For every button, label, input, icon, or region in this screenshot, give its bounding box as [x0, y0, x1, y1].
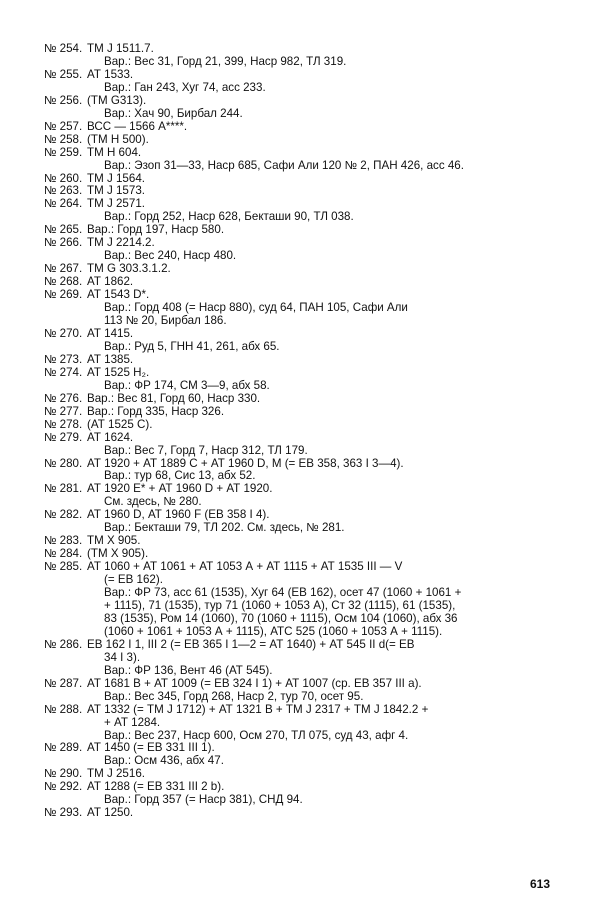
page-number: 613	[530, 877, 551, 891]
entry-continuation-line: Вар.: Осм 436, абх 47.	[104, 754, 224, 768]
entry-first-line	[44, 807, 569, 820]
entry-number: № 274.	[44, 365, 83, 379]
entry-continuation-line: + 1115), 71 (1535), тур 71 (1060 + 1053 А), Ст 32 (1115), 61 (1535),	[104, 598, 456, 612]
entry-first-line	[44, 432, 569, 445]
entry-number: № 259.	[44, 145, 83, 159]
entry-reference: (ТМ Х 905).	[87, 547, 149, 561]
index-entry	[44, 198, 569, 224]
entry-reference: АТ 1332 (= ТМ J 1712) + АТ 1321 В + ТМ J 2317 + ТМ J 1842.2 +	[87, 702, 429, 716]
entry-first-line	[44, 69, 569, 82]
entry-reference: АТ 1525 Н₂.	[87, 365, 150, 379]
entry-reference: АТ 1415.	[87, 326, 134, 340]
entry-reference: (ТМ G313).	[87, 93, 147, 107]
entry-number: № 276.	[44, 391, 83, 405]
entry-continuation-line: Вар.: ФР 136, Вент 46 (АТ 545).	[104, 663, 273, 677]
index-entry	[44, 432, 569, 458]
index-entry	[44, 147, 569, 173]
entry-reference: АТ 1060 + АТ 1061 + АТ 1053 А + АТ 1115 + АТ 1535 III — V	[87, 560, 403, 574]
entry-first-line	[44, 781, 569, 794]
entry-number: № 267.	[44, 262, 83, 276]
entry-first-line	[44, 328, 569, 341]
entry-reference: АТ 1624.	[87, 430, 134, 444]
entry-reference: ТМ J 1564.	[87, 171, 145, 185]
entry-number: № 264.	[44, 197, 83, 211]
entry-reference: ТМ J 2516.	[87, 767, 145, 781]
entry-first-line	[44, 289, 569, 302]
entry-continuation-line: Вар.: Вес 237, Наср 600, Осм 270, ТЛ 075, суд 43, афг 4.	[104, 728, 409, 742]
entry-reference: ТМ G 303.3.1.2.	[87, 262, 171, 276]
entry-number: № 281.	[44, 482, 83, 496]
entry-number: № 268.	[44, 275, 83, 289]
entry-reference: АТ 1960 D, АТ 1960 F (ЕВ 358 I 4).	[87, 508, 270, 522]
index-entry	[44, 367, 569, 393]
entry-continuation-line: (= ЕВ 162).	[104, 573, 163, 587]
entry-continuation-line: Вар.: Горд 357 (= Наср 381), СНД 94.	[104, 793, 303, 807]
entry-first-line	[44, 561, 569, 574]
entry-continuation-line: Вар.: Горд 252, Наср 628, Бекташи 90, ТЛ 038.	[104, 210, 354, 224]
entry-number: № 258.	[44, 132, 83, 146]
index-entry	[44, 237, 569, 263]
entry-number: № 260.	[44, 171, 83, 185]
entry-reference: ТМ Х 905.	[87, 534, 141, 548]
entry-number: № 266.	[44, 236, 83, 250]
entry-number: № 285.	[44, 560, 83, 574]
index-entry	[44, 95, 569, 121]
entry-number: № 256.	[44, 93, 83, 107]
entry-continuation-line: Вар.: ФР 73, асс 61 (1535), Хуг 64 (ЕВ 162), осет 47 (1060 + 1061 +	[104, 586, 462, 600]
index-entry	[44, 639, 569, 678]
entry-continuation-line: Вар.: Вес 31, Горд 21, 399, Наср 982, ТЛ 319.	[104, 54, 347, 68]
entry-number: № 279.	[44, 430, 83, 444]
entry-number: № 263.	[44, 184, 83, 198]
entry-continuation-line: Вар.: Вес 240, Наср 480.	[104, 249, 237, 263]
entry-continuation-line: Вар.: Ган 243, Хуг 74, асс 233.	[104, 80, 266, 94]
entry-reference: ТМ J 1511.7.	[87, 42, 154, 55]
entry-first-line	[44, 483, 569, 496]
entry-reference: ЕВ 162 I 1, III 2 (= ЕВ 365 I 1—2 = АТ 1640) + АТ 545 II d(= ЕВ	[87, 637, 415, 651]
entry-reference: АТ 1920 + АТ 1889 С + АТ 1960 D, М (= ЕВ 358, 363 I 3—4).	[87, 456, 404, 470]
entry-continuation-line: Вар.: Горд 408 (= Наср 880), суд 64, ПАН 105, Сафи Али	[104, 301, 408, 315]
entry-number: № 290.	[44, 767, 83, 781]
entry-continuation-line: Вар.: тур 68, Сис 13, абх 52.	[104, 469, 256, 483]
entry-first-line	[44, 678, 569, 691]
index-entry	[44, 561, 569, 639]
entry-continuation-line: 113 № 20, Бирбал 186.	[104, 314, 227, 328]
entry-reference: АТ 1862.	[87, 275, 134, 289]
entry-reference: (ТМ Н 500).	[87, 132, 149, 146]
entry-continuation-line: Вар.: Бекташи 79, ТЛ 202. См. здесь, № 281.	[104, 521, 345, 535]
entry-first-line	[44, 237, 569, 250]
entry-reference: АТ 1543 D*.	[87, 288, 150, 302]
entry-number: № 288.	[44, 702, 83, 716]
entry-reference: ТМ Н 604.	[87, 145, 142, 159]
entry-continuation-line: + АТ 1284.	[104, 715, 161, 729]
entry-continuation-line: 83 (1535), Ром 14 (1060), 70 (1060 + 1115), Осм 104 (1060), абх 36	[104, 611, 458, 625]
entry-reference: ТМ J 2214.2.	[87, 236, 155, 250]
entry-reference: АТ 1288 (= ЕВ 331 III 2 b).	[87, 780, 225, 794]
entry-number: № 278.	[44, 417, 83, 431]
entry-number: № 269.	[44, 288, 83, 302]
entry-number: № 265.	[44, 223, 83, 237]
entry-first-line	[44, 509, 569, 522]
entry-continuation-line: Вар.: Хач 90, Бирбал 244.	[104, 106, 243, 120]
index-entry	[44, 458, 569, 484]
entry-first-line	[44, 95, 569, 108]
entry-continuation-line: Вар.: ФР 174, СМ 3—9, абх 58.	[104, 378, 270, 392]
entry-reference: АТ 1450 (= ЕВ 331 III 1).	[87, 741, 215, 755]
index-entry	[44, 43, 569, 69]
index-entry	[44, 807, 569, 820]
entry-continuation-line: Вар.: Эзоп 31—33, Наср 685, Сафи Али 120 № 2, ПАН 426, асс 46.	[104, 158, 464, 172]
entry-reference: АТ 1920 Е* + АТ 1960 D + АТ 1920.	[87, 482, 273, 496]
entry-reference: АТ 1533.	[87, 67, 134, 81]
entry-first-line	[44, 704, 569, 717]
entry-number: № 270.	[44, 326, 83, 340]
entry-number: № 280.	[44, 456, 83, 470]
entry-number: № 283.	[44, 534, 83, 548]
index-entry	[44, 69, 569, 95]
entry-reference: АТ 1681 В + АТ 1009 (= ЕВ 324 I 1) + АТ 1007 (ср. ЕВ 357 III а).	[87, 676, 422, 690]
entry-number: № 277.	[44, 404, 83, 418]
index-entry	[44, 289, 569, 328]
entry-first-line	[44, 43, 569, 56]
entry-number: № 287.	[44, 676, 83, 690]
index-entries	[44, 43, 569, 820]
index-entry	[44, 704, 569, 743]
entry-number: № 284.	[44, 547, 83, 561]
entry-reference: Вар.: Вес 81, Горд 60, Наср 330.	[87, 391, 261, 405]
entry-reference: ТМ J 2571.	[87, 197, 145, 211]
entry-number: № 255.	[44, 67, 83, 81]
entry-continuation-line: Вар.: Руд 5, ГНН 41, 261, абх 65.	[104, 339, 280, 353]
entry-number: № 286.	[44, 637, 83, 651]
index-entry	[44, 781, 569, 807]
entry-number: № 282.	[44, 508, 83, 522]
entry-first-line	[44, 458, 569, 471]
entry-first-line	[44, 198, 569, 211]
entry-reference: АТ 1385.	[87, 352, 134, 366]
entry-first-line	[44, 742, 569, 755]
index-entry	[44, 509, 569, 535]
entry-first-line	[44, 639, 569, 652]
entry-continuation-line: (1060 + 1061 + 1053 А + 1115), АТС 525 (1060 + 1053 А + 1115).	[104, 624, 443, 638]
entry-number: № 254.	[44, 42, 83, 55]
entry-number: № 257.	[44, 119, 83, 133]
index-entry	[44, 742, 569, 768]
entry-continuation-line: 34 I 3).	[104, 650, 141, 664]
entry-continuation-line: См. здесь, № 280.	[104, 495, 202, 509]
entry-first-line	[44, 147, 569, 160]
entry-reference: Вар.: Горд 335, Наср 326.	[87, 404, 225, 418]
entry-number: № 289.	[44, 741, 83, 755]
entry-number: № 292.	[44, 780, 83, 794]
entry-reference: ТМ J 1573.	[87, 184, 145, 198]
entry-number: № 273.	[44, 352, 83, 366]
index-entry	[44, 483, 569, 509]
entry-reference: ВСС — 1566 А****.	[87, 119, 188, 133]
entry-reference: (АТ 1525 С).	[87, 417, 153, 431]
entry-number: № 293.	[44, 806, 83, 820]
entry-reference: Вар.: Горд 197, Наср 580.	[87, 223, 225, 237]
index-entry	[44, 328, 569, 354]
entry-reference: АТ 1250.	[87, 806, 134, 820]
entry-continuation-line: Вар.: Вес 345, Горд 268, Наср 2, тур 70, осет 95.	[104, 689, 364, 703]
entry-continuation-line: Вар.: Вес 7, Горд 7, Наср 312, ТЛ 179.	[104, 443, 308, 457]
index-entry	[44, 678, 569, 704]
entry-first-line	[44, 367, 569, 380]
